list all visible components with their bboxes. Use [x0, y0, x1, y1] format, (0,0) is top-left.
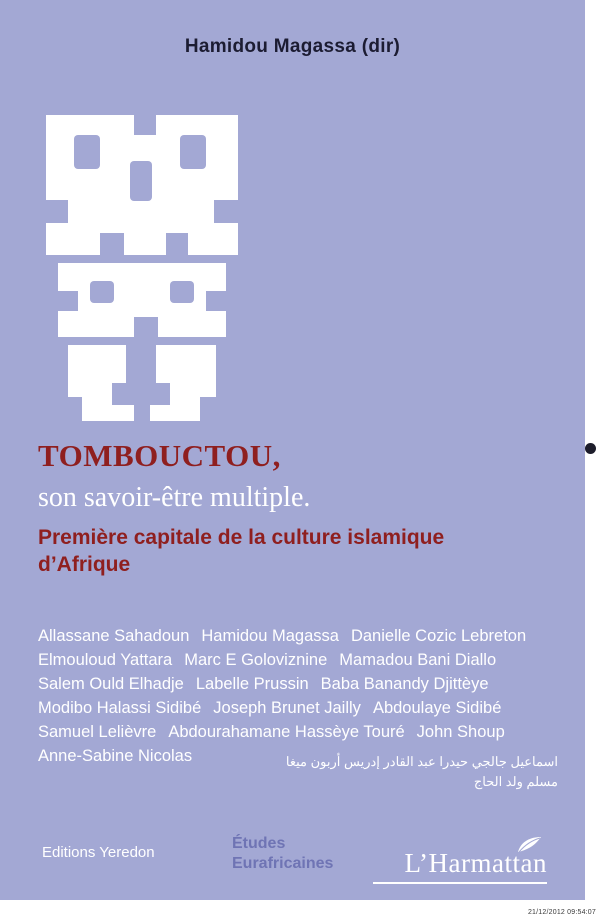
publisher-right-label: L’Harmattan: [404, 848, 547, 878]
contributor-name: Labelle Prussin: [195, 674, 309, 693]
contributor-name: Mamadou Bani Diallo: [339, 650, 497, 669]
contributor-name: Marc E Goloviznine: [184, 650, 328, 669]
contributor-name: Salem Ould Elhadje: [38, 674, 184, 693]
title-description: [38, 524, 558, 579]
title-description-line-2: d’Afrique: [38, 553, 131, 577]
contributor-line-arabic: اسماعيل جالجي حيدرا عبد القادر إدريس أربون ميغا: [285, 754, 558, 769]
author-director-line: Hamidou Magassa (dir): [184, 36, 401, 57]
contributor-line: [38, 697, 558, 721]
contributor-name: Samuel Lelièvre: [38, 722, 157, 741]
title-description-line-1: Première capitale de la culture islamique: [38, 525, 445, 549]
contributor-line: [38, 625, 558, 649]
contributor-name: Hamidou Magassa: [201, 627, 339, 645]
contributor-name: Elmouloud Yattara: [38, 650, 173, 669]
contributor-line: [38, 649, 558, 673]
contributor-line-arabic: مسلم ولد الحاج: [473, 773, 558, 789]
collection-line-1: Études: [232, 835, 286, 852]
page-right-gutter: [585, 0, 602, 918]
page-bottom-gutter: [0, 900, 602, 918]
mask-ornament-icon: [38, 105, 248, 425]
contributor-line: [38, 721, 558, 745]
title-subtitle: son savoir-être multiple.: [38, 481, 311, 513]
collection-line-2: Eurafricaines: [232, 855, 334, 872]
logo-underline: [373, 882, 547, 884]
contributor-name: Abdoulaye Sidibé: [372, 698, 502, 717]
leaf-icon: [517, 836, 543, 859]
publisher-logo: [367, 838, 547, 884]
spine-hole-marker: [585, 443, 596, 454]
contributor-line: [38, 673, 558, 697]
contributors-list: [38, 625, 558, 769]
contributor-name: John Shoup: [416, 722, 505, 741]
contributor-name: Baba Banandy Djittèye: [320, 674, 489, 693]
title-block: [38, 438, 558, 578]
collection-label: [232, 834, 333, 874]
cover-footer: [0, 830, 585, 890]
contributor-name: Modibo Halassi Sidibé: [38, 698, 202, 717]
contributor-name: Anne-Sabine Nicolas: [38, 746, 193, 765]
contributor-name: Allassane Sahadoun: [38, 627, 190, 645]
contributors-list-arabic: [38, 752, 558, 791]
contributor-name: Joseph Brunet Jailly: [213, 698, 361, 717]
contributor-name: Abdourahamane Hassèye Touré: [168, 722, 405, 741]
scan-timestamp: 21/12/2012 09:54:07: [527, 909, 596, 916]
title-main: TOMBOUCTOU,: [38, 438, 281, 473]
contributor-name: Danielle Cozic Lebreton: [350, 627, 527, 645]
publisher-left-label: Editions Yeredon: [42, 844, 155, 861]
